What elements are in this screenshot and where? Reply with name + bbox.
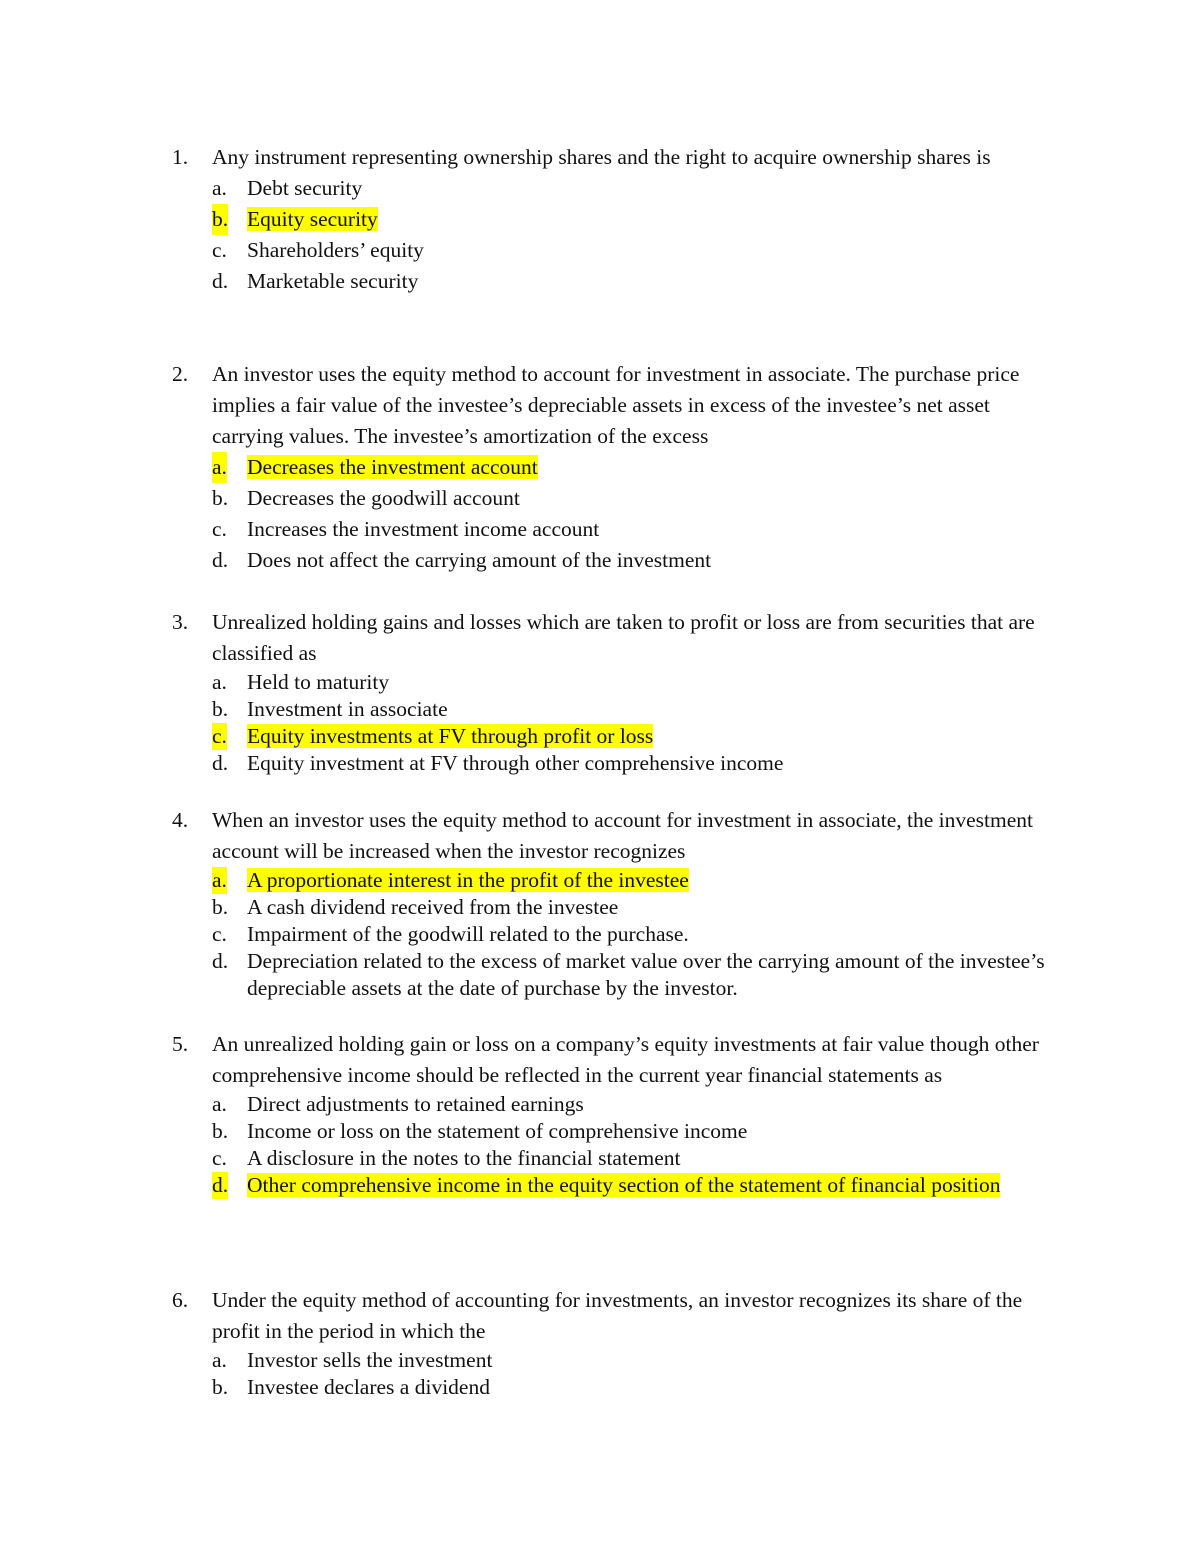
option-text: Decreases the goodwill account xyxy=(247,486,520,510)
question-text: Unrealized holding gains and losses which are taken to profit or loss are from securities that are classified as xyxy=(212,610,1035,665)
question-1 xyxy=(172,142,1052,297)
options-list xyxy=(172,669,1052,777)
option-label: b. xyxy=(212,697,229,721)
option-c xyxy=(172,514,1052,545)
option-text: Increases the investment income account xyxy=(247,517,600,541)
question-stem xyxy=(172,607,1052,669)
option-text: A disclosure in the notes to the financial statement xyxy=(247,1146,681,1170)
options-list xyxy=(172,452,1052,576)
option-label: a. xyxy=(212,176,227,200)
option-b xyxy=(172,1374,1052,1401)
option-label: b. xyxy=(212,895,229,919)
option-text: Depreciation related to the excess of market value over the carrying amount of the investee’s depreciable assets at the date of purchase by the investor. xyxy=(247,949,1045,1000)
option-label: c. xyxy=(212,724,227,748)
question-5 xyxy=(172,1029,1052,1199)
option-label: b. xyxy=(212,204,228,235)
option-label: d. xyxy=(212,1173,229,1197)
option-a xyxy=(172,1347,1052,1374)
question-number: 5. xyxy=(172,1032,189,1056)
option-text: Impairment of the goodwill related to the purchase. xyxy=(247,922,689,946)
option-a xyxy=(172,452,1052,483)
option-text: Investor sells the investment xyxy=(247,1348,493,1372)
question-number: 4. xyxy=(172,808,189,832)
option-d xyxy=(172,266,1052,297)
option-a xyxy=(172,867,1052,894)
option-label: d. xyxy=(212,949,229,973)
question-stem xyxy=(172,1285,1052,1347)
question-number: 3. xyxy=(172,610,189,634)
option-text: A cash dividend received from the investee xyxy=(247,895,619,919)
question-3 xyxy=(172,607,1052,777)
question-stem xyxy=(172,142,1052,173)
option-label: a. xyxy=(212,1092,227,1116)
question-stem xyxy=(172,359,1052,452)
option-text-highlighted: Other comprehensive income in the equity section of the statement of financial position xyxy=(247,1173,1001,1197)
option-text-highlighted: Equity security xyxy=(247,207,378,231)
option-label: b. xyxy=(212,1375,229,1399)
option-label: a. xyxy=(212,868,227,892)
option-d xyxy=(172,1172,1052,1199)
question-4 xyxy=(172,805,1052,1002)
option-a xyxy=(172,1091,1052,1118)
option-a xyxy=(172,173,1052,204)
option-c xyxy=(172,235,1052,266)
option-label: b. xyxy=(212,486,229,510)
options-list xyxy=(172,867,1052,1002)
option-label: d. xyxy=(212,548,229,572)
option-c xyxy=(172,723,1052,750)
option-text: Shareholders’ equity xyxy=(247,238,424,262)
option-c xyxy=(172,1145,1052,1172)
options-list xyxy=(172,173,1052,297)
question-text: Any instrument representing ownership shares and the right to acquire ownership shares is xyxy=(212,145,991,169)
option-b xyxy=(172,204,1052,235)
option-text: Investee declares a dividend xyxy=(247,1375,490,1399)
option-d xyxy=(172,750,1052,777)
option-label: c. xyxy=(212,1146,227,1170)
question-text: An unrealized holding gain or loss on a company’s equity investments at fair value though other comprehensive income should be reflected in the current year financial statements as xyxy=(212,1032,1039,1087)
question-stem xyxy=(172,805,1052,867)
option-c xyxy=(172,921,1052,948)
question-text: When an investor uses the equity method to account for investment in associate, the investment account will be increased when the investor recognizes xyxy=(212,808,1033,863)
option-label: b. xyxy=(212,1119,229,1143)
option-b xyxy=(172,1118,1052,1145)
option-label: c. xyxy=(212,922,227,946)
option-text: Income or loss on the statement of comprehensive income xyxy=(247,1119,748,1143)
option-text: Debt security xyxy=(247,176,363,200)
option-a xyxy=(172,669,1052,696)
option-label: d. xyxy=(212,751,229,775)
question-number: 2. xyxy=(172,362,189,386)
question-number: 1. xyxy=(172,145,189,169)
option-text: Does not affect the carrying amount of the investment xyxy=(247,548,712,572)
question-number: 6. xyxy=(172,1288,189,1312)
option-text: Direct adjustments to retained earnings xyxy=(247,1092,584,1116)
option-text: Held to maturity xyxy=(247,670,390,694)
option-d xyxy=(172,545,1052,576)
option-b xyxy=(172,894,1052,921)
option-text: Investment in associate xyxy=(247,697,448,721)
option-b xyxy=(172,483,1052,514)
question-stem xyxy=(172,1029,1052,1091)
option-text: Equity investment at FV through other comprehensive income xyxy=(247,751,784,775)
option-label: a. xyxy=(212,670,227,694)
option-label: a. xyxy=(212,452,227,483)
question-text: An investor uses the equity method to account for investment in associate. The purchase price implies a fair value of the investee’s depreciable assets in excess of the investee’s net asset carrying values. The investee’s amortization of the excess xyxy=(212,362,1020,448)
option-text-highlighted: Equity investments at FV through profit or loss xyxy=(247,724,654,748)
option-text: Marketable security xyxy=(247,269,419,293)
options-list xyxy=(172,1091,1052,1199)
question-6 xyxy=(172,1285,1052,1401)
option-text-highlighted: A proportionate interest in the profit of the investee xyxy=(247,868,689,892)
option-label: d. xyxy=(212,269,229,293)
option-label: c. xyxy=(212,238,227,262)
option-text-highlighted: Decreases the investment account xyxy=(247,455,538,479)
option-b xyxy=(172,696,1052,723)
question-2 xyxy=(172,359,1052,576)
option-d xyxy=(172,948,1052,1002)
question-text: Under the equity method of accounting for investments, an investor recognizes its share of the profit in the period in which the xyxy=(212,1288,1023,1343)
options-list xyxy=(172,1347,1052,1401)
option-label: c. xyxy=(212,517,227,541)
option-label: a. xyxy=(212,1348,227,1372)
